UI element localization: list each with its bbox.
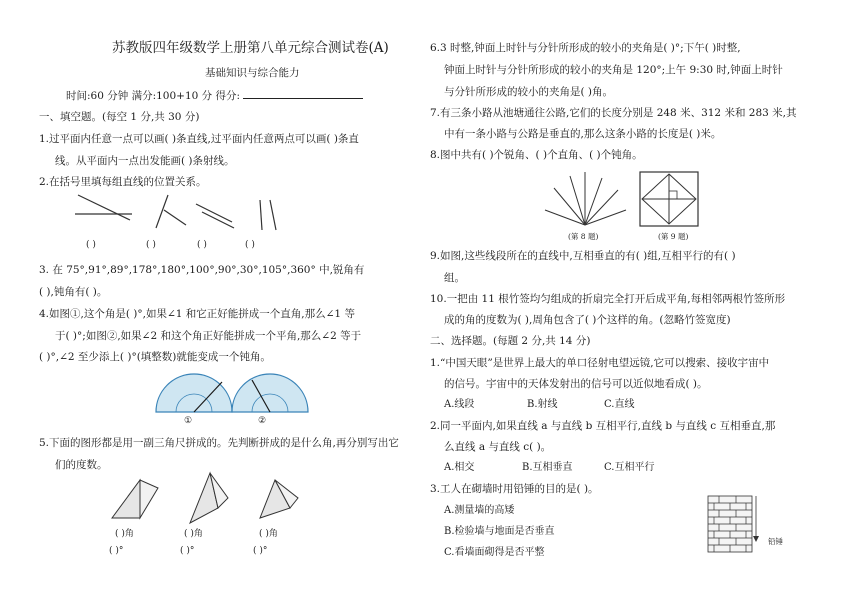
c1-line-b: 的信号。宇宙中的天体发射出的信号可以近似地看成( )。 xyxy=(444,378,708,390)
q9-square-figure xyxy=(638,170,704,228)
q5-triangle-figures xyxy=(100,468,300,526)
c1-line-a: 1.“中国天眼”是世界上最大的单口径射电望远镜,它可以搜索、接收宇宙中 xyxy=(430,357,770,369)
brick-wall-figure xyxy=(706,494,766,556)
score-blank[interactable] xyxy=(243,88,363,99)
c1-option-b[interactable]: B.射线 xyxy=(527,399,558,410)
q5-fig1-tri-a xyxy=(112,480,140,518)
q3-line-b: ( ),钝角有( )。 xyxy=(39,286,108,298)
exam-meta xyxy=(66,88,363,103)
q4-label-1: ① xyxy=(184,416,193,426)
q5-degree-answer-1[interactable]: ( )° xyxy=(109,546,124,556)
c2-option-b[interactable]: B.互相垂直 xyxy=(522,462,573,473)
q2-group4-line1 xyxy=(260,200,262,230)
q2-group3-line1 xyxy=(196,204,232,222)
q2-answer-3[interactable]: ( ) xyxy=(197,240,207,250)
q8-text: 8.图中共有( )个锐角、( )个直角、( )个钝角。 xyxy=(430,149,643,161)
c3-option-c[interactable]: C.看墙面砌得是否平整 xyxy=(444,547,545,558)
q1-line-a: 1.过平面内任意一点可以画( )条直线,过平面内任意两点可以画( )条直 xyxy=(39,133,359,145)
page-subtitle: 基础知识与综合能力 xyxy=(205,67,300,79)
q8-ray xyxy=(570,176,585,225)
q9-line-b: 组。 xyxy=(444,272,465,284)
q7-line-a: 7.有三条小路从池塘通往公路,它们的长度分别是 248 米、312 米和 283 米,其 xyxy=(430,107,797,119)
c1-option-c[interactable]: C.直线 xyxy=(604,399,635,410)
q5-angle-answer-2[interactable]: ( )角 xyxy=(184,529,203,539)
q2-group2-line2 xyxy=(164,210,186,225)
c3-option-a[interactable]: A.测量墙的高矮 xyxy=(444,505,515,516)
q2-line-figures xyxy=(70,190,300,240)
c3-text: 3.工人在砌墙时用铅锤的目的是( )。 xyxy=(430,483,599,495)
q2-text: 2.在括号里填每组直线的位置关系。 xyxy=(39,176,207,188)
plumb-bob xyxy=(753,536,759,542)
c1-option-a[interactable]: A.线段 xyxy=(444,399,475,410)
q8-ray-figure xyxy=(540,170,630,228)
q5-fig1-tri-b xyxy=(140,480,158,518)
q5-angle-answer-1[interactable]: ( )角 xyxy=(115,529,134,539)
q5-line-b: 们的度数。 xyxy=(55,459,108,471)
q7-line-b: 中有一条小路与公路是垂直的,那么这条小路的长度是( )米。 xyxy=(444,128,722,140)
q6-line-c: 与分针所形成的较小的夹角是( )角。 xyxy=(444,86,614,98)
q8-ray xyxy=(585,210,626,225)
q3-line-a: 3. 在 75°,91°,89°,178°,180°,100°,90°,30°,105°,360° 中,锐角有 xyxy=(39,264,365,276)
q4-protractor-figures xyxy=(152,372,312,416)
q6-line-a: 6.3 时整,钟面上时针与分针所形成的较小的夹角是( )°;下午( )时整, xyxy=(430,42,741,54)
fig9-caption: (第 9 题) xyxy=(658,232,689,241)
q10-line-a: 10.一把由 11 根竹签均匀组成的折扇完全打开后成平角,每相邻两根竹签所形 xyxy=(430,293,786,305)
q8-ray xyxy=(585,190,618,225)
q4-line-a: 4.如图①,这个角是( )°,如果∠1 和它正好能拼成一个直角,那么∠1 等 xyxy=(39,308,355,320)
q5-degree-answer-2[interactable]: ( )° xyxy=(180,546,195,556)
c2-line-b: 么直线 a 与直线 c( )。 xyxy=(444,441,552,453)
q4-line-b: 于( )°;如图②,如果∠2 和这个角正好能拼成一个平角,那么∠2 等于 xyxy=(55,330,362,342)
q6-line-b: 钟面上时针与分针所形成的较小的夹角是 120°;上午 9:30 时,钟面上时针 xyxy=(444,64,783,76)
q5-angle-answer-3[interactable]: ( )角 xyxy=(259,529,278,539)
section-choice: 二、选择题。(每题 2 分,共 14 分) xyxy=(430,335,591,347)
q1-line-b: 线。从平面内一点出发能画( )条射线。 xyxy=(55,155,235,167)
c2-line-a: 2.同一平面内,如果直线 a 与直线 b 互相平行,直线 b 与直线 c 互相垂直,那 xyxy=(430,420,776,432)
q5-line-a: 5.下面的图形都是用一副三角尺拼成的。先判断拼成的是什么角,再分别写出它 xyxy=(39,437,399,449)
q9-right-angle-mark xyxy=(669,191,677,199)
c2-option-c[interactable]: C.互相平行 xyxy=(604,462,655,473)
c3-option-b[interactable]: B.检验墙与地面是否垂直 xyxy=(444,526,555,537)
q2-group1-line1 xyxy=(78,195,130,220)
q2-answer-4[interactable]: ( ) xyxy=(245,240,255,250)
page-title: 苏教版四年级数学上册第八单元综合测试卷(A) xyxy=(112,40,389,56)
q2-group4-line2 xyxy=(270,200,276,230)
fig8-caption: (第 8 题) xyxy=(568,232,599,241)
q2-answer-2[interactable]: ( ) xyxy=(146,240,156,250)
c2-option-a[interactable]: A.相交 xyxy=(444,462,475,473)
q4-label-2: ② xyxy=(258,416,267,426)
q10-line-b: 成的角的度数为( ),周角包含了( )个这样的角。(忽略竹签宽度) xyxy=(444,314,731,326)
protractor-1 xyxy=(156,374,232,412)
q9-line-a: 9.如图,这些线段所在的直线中,互相垂直的有( )组,互相平行的有( ) xyxy=(430,250,736,262)
q8-ray xyxy=(585,178,602,225)
q4-line-c: ( )°,∠2 至少添上( )°(填整数)就能变成一个钝角。 xyxy=(39,351,271,363)
q2-answer-1[interactable]: ( ) xyxy=(86,240,96,250)
exam-meta-text: 时间:60 分钟 满分:100+10 分 得分: xyxy=(66,90,241,102)
protractor-2 xyxy=(232,374,308,412)
plumb-label: 铅锤 xyxy=(768,537,783,546)
section-fill-blank: 一、填空题。(每空 1 分,共 30 分) xyxy=(39,111,200,123)
q5-degree-answer-3[interactable]: ( )° xyxy=(253,546,268,556)
